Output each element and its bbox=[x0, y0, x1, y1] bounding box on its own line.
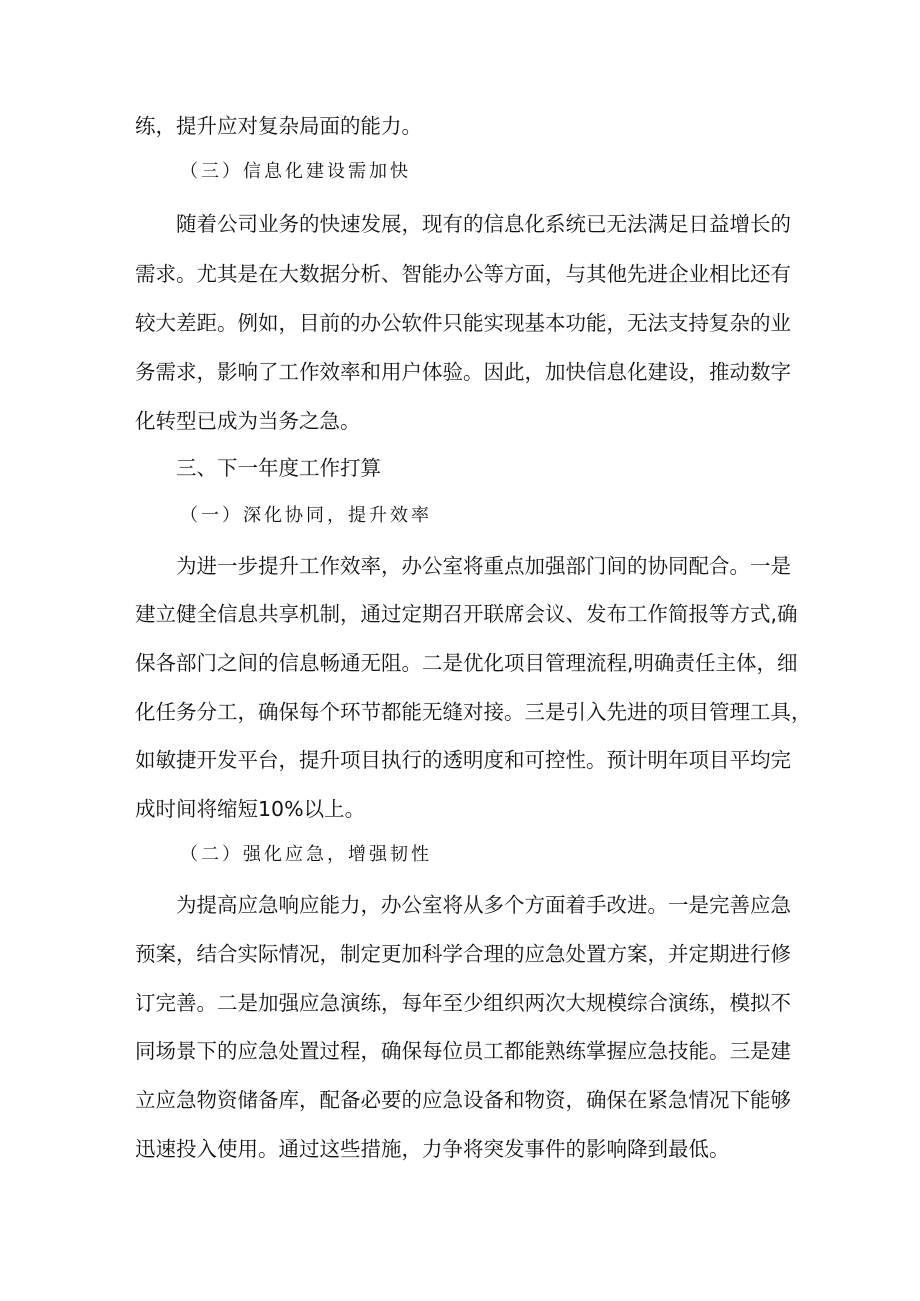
paragraph-line: 需求。尤其是在大数据分析、智能办公等方面，与其他先进企业相比还有 bbox=[135, 262, 791, 286]
paragraph-line: 预案，结合实际情况，制定更加科学合理的应急处置方案，并定期进行修 bbox=[135, 942, 791, 966]
section-title: （二）强化应急，增强韧性 bbox=[180, 844, 432, 865]
section-title: （三）信息化建设需加快 bbox=[180, 161, 411, 182]
paragraph-line: 如敏捷开发平台，提升项目执行的透明度和可控性。预计明年项目平均完 bbox=[135, 748, 791, 772]
paragraph-line: 迅速投入使用。通过这些措施，力争将突发事件的影响降到最低。 bbox=[135, 1137, 730, 1161]
paragraph-line: 成时间将缩短10%以上。 bbox=[135, 797, 366, 821]
paragraph-fragment: 练，提升应对复杂局面的能力。 bbox=[135, 114, 422, 138]
paragraph-line: 化任务分工，确保每个环节都能无缝对接。三是引入先进的项目管理工具， bbox=[135, 700, 812, 724]
paragraph-line: 保各部门之间的信息畅通无阻。二是优化项目管理流程,明确责任主体，细 bbox=[135, 651, 798, 675]
paragraph-line: 建立健全信息共享机制，通过定期召开联席会议、发布工作简报等方式,确 bbox=[135, 602, 798, 626]
paragraph-line: 同场景下的应急处置过程，确保每位员工都能熟练掌握应急技能。三是建 bbox=[135, 1039, 791, 1063]
paragraph-line: 化转型已成为当务之急。 bbox=[135, 409, 361, 433]
paragraph-line: 务需求，影响了工作效率和用户体验。因此，加快信息化建设，推动数字 bbox=[135, 360, 791, 384]
part-heading: 三、下一年度工作打算 bbox=[176, 456, 381, 480]
paragraph-line: 较大差距。例如，目前的办公软件只能实现基本功能，无法支持复杂的业 bbox=[135, 311, 791, 335]
section-title: （一）深化协同，提升效率 bbox=[180, 505, 432, 526]
paragraph-line: 订完善。二是加强应急演练，每年至少组织两次大规模综合演练，模拟不 bbox=[135, 991, 791, 1015]
paragraph-line: 立应急物资储备库，配备必要的应急设备和物资，确保在紧急情况下能够 bbox=[135, 1088, 791, 1112]
paragraph-line: 为进一步提升工作效率，办公室将重点加强部门间的协同配合。一是 bbox=[176, 554, 791, 578]
paragraph-line: 随着公司业务的快速发展，现有的信息化系统已无法满足日益增长的 bbox=[176, 212, 791, 236]
paragraph-line: 为提高应急响应能力，办公室将从多个方面着手改进。一是完善应急 bbox=[176, 893, 791, 917]
